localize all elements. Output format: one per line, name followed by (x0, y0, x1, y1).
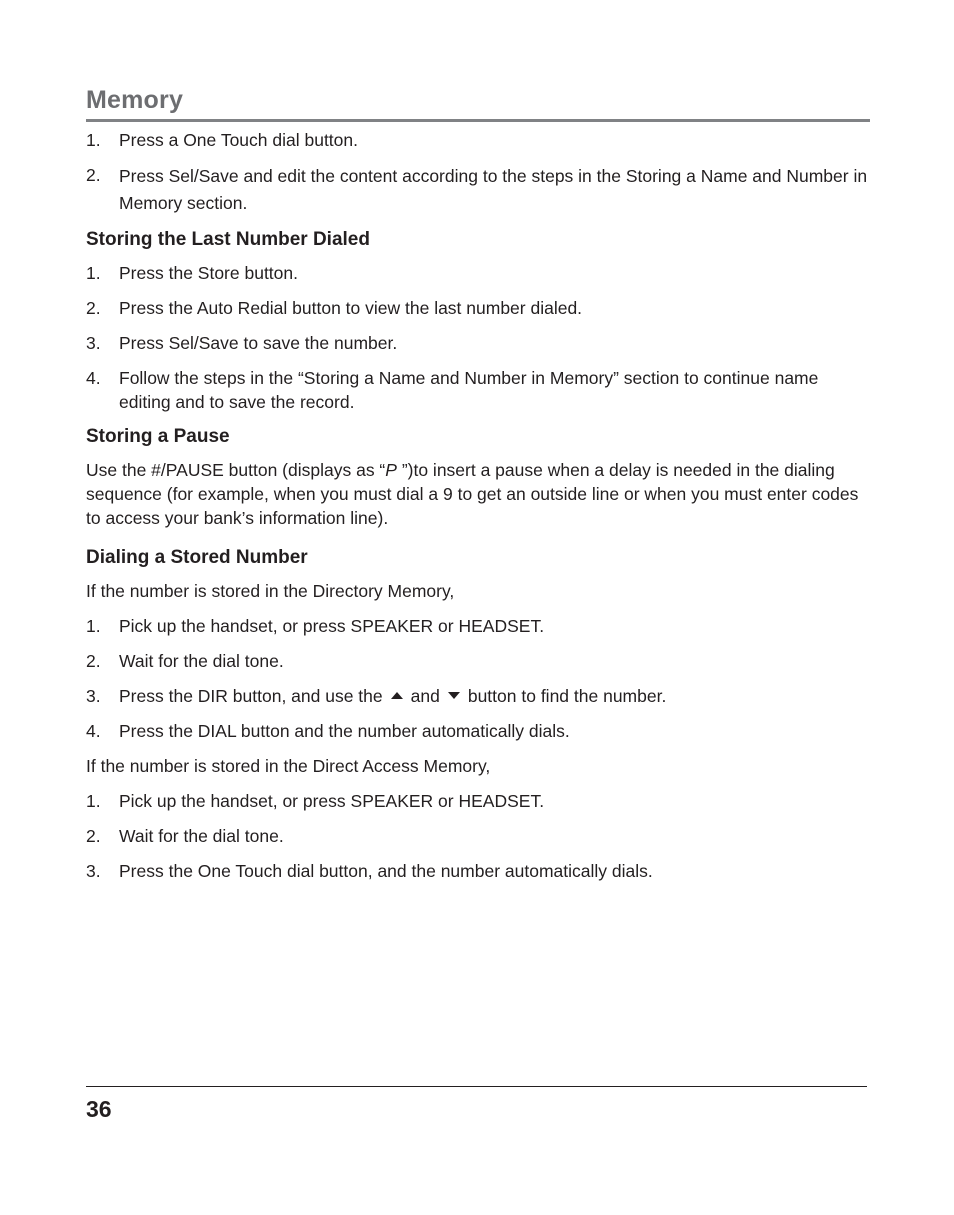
direct-lead: If the number is stored in the Direct Access Memory, (86, 756, 491, 776)
step-text: Press the Store button. (119, 263, 298, 283)
step-text: Press Sel/Save to save the number. (119, 333, 398, 353)
list-item (86, 684, 870, 708)
list-item (86, 614, 870, 638)
list-item (86, 128, 870, 152)
step-text: Pick up the handset, or press SPEAKER or HEADSET. (119, 791, 545, 811)
step-text: Follow the steps in the “Storing a Name and Number in Memory” section to continue name editing and to save the record. (119, 368, 819, 412)
step-number: 4. (86, 368, 101, 388)
pause-text-after: ”)to insert a pause when a delay is needed in the dialing sequence (for example, when you must dial a 9 to get an outside line or when you must enter codes to access your bank’s information line). (86, 460, 859, 528)
title-rule (86, 119, 870, 122)
list-item (86, 859, 870, 883)
list-item (86, 296, 870, 320)
list-item (86, 163, 870, 217)
step-text-c: button to find the number. (467, 686, 667, 706)
list-item (86, 261, 870, 285)
step-number: 3. (86, 686, 101, 706)
step-number: 2. (86, 165, 101, 185)
list-item (86, 366, 870, 414)
last-number-steps (86, 261, 870, 414)
pause-symbol: P (385, 460, 397, 480)
step-text: Press the Auto Redial button to view the last number dialed. (119, 298, 583, 318)
list-item (86, 824, 870, 848)
step-number: 4. (86, 721, 101, 741)
heading-pause: Storing a Pause (86, 426, 230, 447)
step-number: 2. (86, 826, 101, 846)
list-item (86, 331, 870, 355)
step-text: Wait for the dial tone. (119, 826, 284, 846)
step-number: 1. (86, 616, 101, 636)
step-number: 2. (86, 298, 101, 318)
page-content (86, 128, 870, 894)
pause-text-before: Use the #/PAUSE button (displays as “ (86, 460, 386, 480)
step-number: 1. (86, 791, 101, 811)
list-item (86, 789, 870, 813)
step-text (119, 686, 666, 706)
page-number: 36 (86, 1096, 112, 1122)
down-arrow-icon (448, 692, 460, 699)
step-text: Pick up the handset, or press SPEAKER or HEADSET. (119, 616, 545, 636)
step-text-b: and (410, 686, 440, 706)
directory-steps (86, 614, 870, 743)
intro-steps (86, 128, 870, 217)
footer-rule (86, 1086, 867, 1087)
heading-last-number: Storing the Last Number Dialed (86, 229, 370, 250)
step-text-a: Press the DIR button, and use the (119, 686, 383, 706)
heading-dialing: Dialing a Stored Number (86, 547, 308, 568)
step-number: 3. (86, 861, 101, 881)
directory-lead: If the number is stored in the Directory Memory, (86, 581, 455, 601)
step-number: 1. (86, 130, 101, 150)
up-arrow-icon (391, 692, 403, 699)
section-title: Memory (86, 86, 184, 114)
step-text: Press the DIAL button and the number automatically dials. (119, 721, 570, 741)
list-item (86, 719, 870, 743)
step-text: Wait for the dial tone. (119, 651, 284, 671)
list-item (86, 649, 870, 673)
step-number: 1. (86, 263, 101, 283)
step-text: Press Sel/Save and edit the content according to the steps in the Storing a Name and Number in Memory section. (119, 166, 868, 213)
pause-paragraph (86, 458, 870, 530)
step-text: Press a One Touch dial button. (119, 130, 358, 150)
step-number: 3. (86, 333, 101, 353)
direct-steps (86, 789, 870, 883)
step-number: 2. (86, 651, 101, 671)
step-text: Press the One Touch dial button, and the number automatically dials. (119, 861, 653, 881)
